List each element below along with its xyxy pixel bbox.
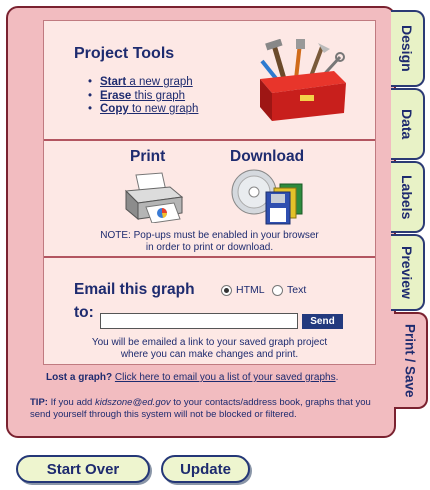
email-section bbox=[44, 259, 375, 366]
link-rest: a new graph bbox=[126, 76, 193, 88]
print-title: Print bbox=[130, 148, 166, 165]
radio-label: Text bbox=[287, 284, 307, 296]
project-tools-list bbox=[100, 76, 198, 117]
project-tools-section bbox=[44, 21, 375, 141]
popup-note bbox=[44, 230, 375, 254]
link-rest: to new graph bbox=[128, 103, 199, 115]
tab-print-save[interactable] bbox=[394, 312, 428, 409]
tab-labels[interactable] bbox=[391, 161, 425, 233]
print-download-section bbox=[44, 142, 375, 258]
tab-label: Data bbox=[399, 108, 415, 140]
tip-label: TIP: bbox=[30, 397, 48, 408]
tip-email: kidszone@ed.gov bbox=[94, 397, 171, 408]
lost-graph-suffix: . bbox=[335, 372, 339, 383]
email-saved-graphs-link[interactable]: Click here to email you a list of your saved graphs bbox=[114, 372, 336, 383]
tab-preview[interactable] bbox=[391, 234, 425, 311]
popup-note-line2: in order to print or download. bbox=[145, 242, 274, 253]
link-rest: this graph bbox=[131, 89, 186, 102]
print-save-panel bbox=[6, 6, 396, 438]
copy-graph-link[interactable] bbox=[100, 103, 198, 117]
link-lead: Erase bbox=[100, 89, 132, 102]
tip-pre: If you add bbox=[47, 397, 95, 408]
start-new-graph-link[interactable] bbox=[100, 76, 198, 90]
tip-text bbox=[30, 397, 390, 421]
email-input[interactable] bbox=[100, 313, 298, 329]
printer-icon[interactable] bbox=[122, 171, 186, 223]
start-over-button[interactable]: Start Over bbox=[16, 455, 150, 483]
erase-graph-link[interactable] bbox=[100, 90, 198, 104]
popup-note-line1: NOTE: Pop-ups must be enabled in your browser bbox=[100, 230, 319, 241]
lost-graph-row bbox=[46, 372, 338, 383]
email-note bbox=[44, 337, 375, 361]
tab-design[interactable] bbox=[391, 10, 425, 87]
tab-label: Design bbox=[399, 25, 415, 72]
send-button[interactable]: Send bbox=[302, 314, 343, 329]
download-title: Download bbox=[230, 148, 305, 165]
tab-data[interactable] bbox=[391, 88, 425, 160]
toolbox-icon bbox=[254, 39, 350, 123]
update-button[interactable]: Update bbox=[161, 455, 250, 483]
tab-label: Labels bbox=[399, 174, 415, 220]
email-note-line2: where you can make changes and print. bbox=[120, 349, 299, 360]
link-lead: Start bbox=[100, 76, 127, 88]
radio-selected-indicator bbox=[221, 285, 232, 296]
format-html-radio[interactable] bbox=[221, 284, 265, 296]
radio-label: HTML bbox=[236, 284, 265, 296]
sections-box bbox=[43, 20, 376, 365]
tip-post: to your contacts/address book, graphs that you send yourself through this system will not be blocked or filtered. bbox=[30, 397, 371, 420]
tab-label: Print / Save bbox=[402, 323, 418, 398]
download-disk-icon[interactable] bbox=[230, 168, 306, 226]
project-tools-title: Project Tools bbox=[74, 45, 175, 62]
radio-unselected-indicator bbox=[272, 285, 283, 296]
format-text-radio[interactable] bbox=[272, 284, 306, 296]
email-note-line1: You will be emailed a link to your saved graph project bbox=[91, 337, 328, 348]
to-label: to: bbox=[74, 304, 94, 321]
email-title: Email this graph bbox=[74, 281, 195, 298]
tab-label: Preview bbox=[399, 246, 415, 299]
link-lead: Copy bbox=[100, 103, 129, 115]
lost-graph-label: Lost a graph? bbox=[46, 372, 113, 383]
